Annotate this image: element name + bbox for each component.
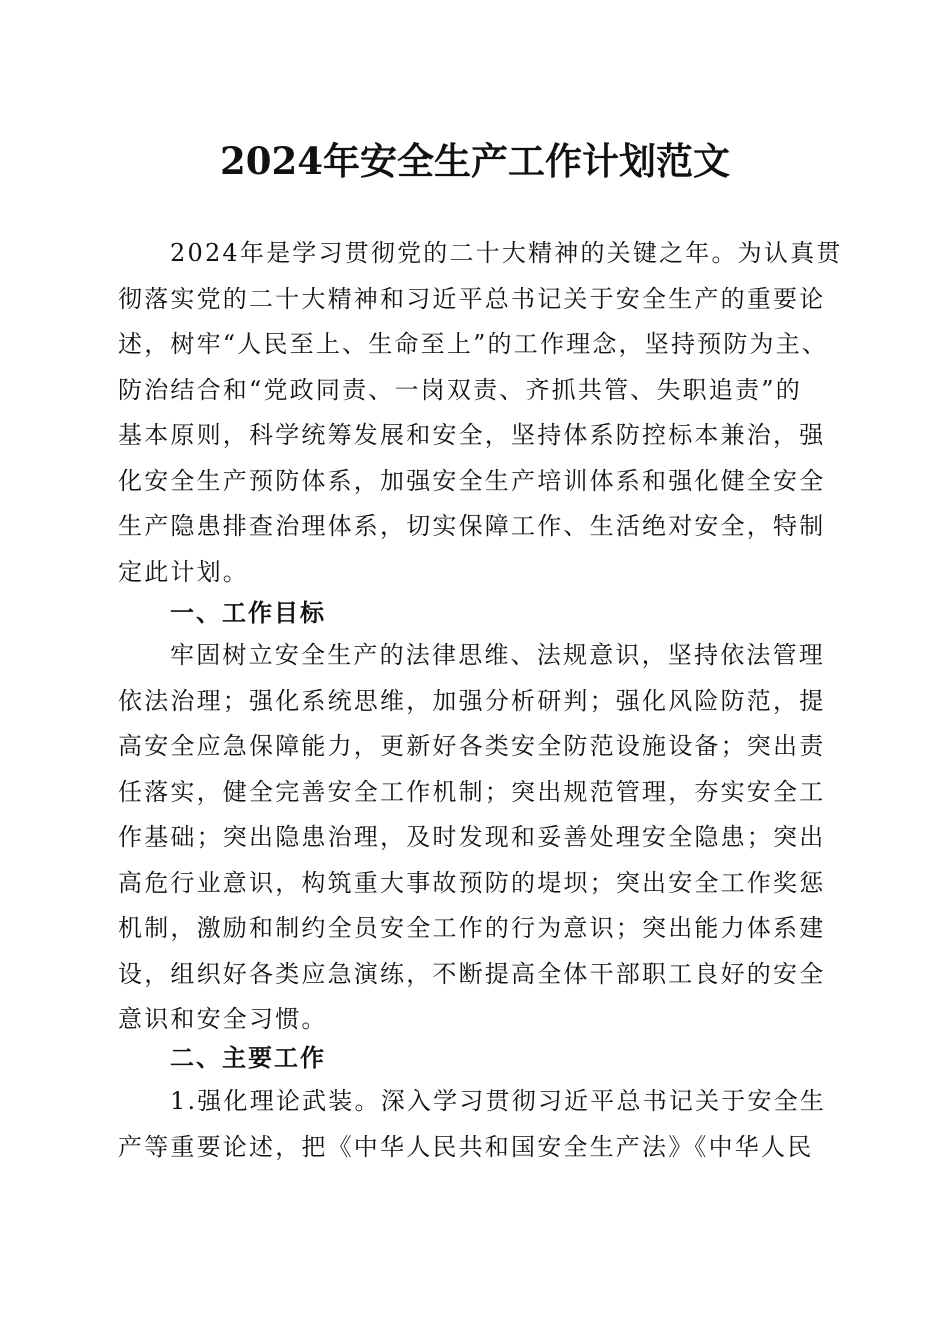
text-line: 定此计划。 <box>118 557 249 586</box>
text-line: 产等重要论述，把《中华人民共和国安全生产法》《中华人民 <box>118 1132 814 1161</box>
text-line: 任落实，健全完善安全工作机制；突出规范管理，夯实安全工 <box>118 777 826 806</box>
text-line: 依法治理；强化系统思维，加强分析研判；强化风险防范，提 <box>118 686 826 715</box>
section-heading-goals: 一、工作目标 <box>170 599 326 627</box>
text-line: 机制，激励和制约全员安全工作的行为意识；突出能力体系建 <box>118 914 826 942</box>
text-line: 生产隐患排查治理体系，切实保障工作、生活绝对安全，特制 <box>118 512 826 540</box>
text-line: 设，组织好各类应急演练，不断提高全体干部职工良好的安全 <box>118 959 826 988</box>
text-line: 牢固树立安全生产的法律思维、法规意识，坚持依法管理 <box>170 641 825 669</box>
text-line: 意识和安全习惯。 <box>118 1005 328 1033</box>
text-line: 2024年是学习贯彻党的二十大精神的关键之年。为认真贯 <box>170 239 843 267</box>
goals-paragraph <box>118 633 830 1043</box>
text-line: 彻落实党的二十大精神和习近平总书记关于安全生产的重要论 <box>118 284 826 313</box>
intro-paragraph <box>118 231 843 595</box>
document-title: 2024年安全生产工作计划范文 <box>220 139 730 183</box>
main-work-paragraph <box>118 1079 830 1170</box>
section-heading-main-work: 二、主要工作 <box>170 1044 326 1072</box>
text-line: 述，树牢“人民至上、生命至上”的工作理念，坚持预防为主、 <box>118 330 829 358</box>
text-line: 基本原则，科学统筹发展和安全，坚持体系防控标本兼治，强 <box>118 421 826 449</box>
text-line: 高安全应急保障能力，更新好各类安全防范设施设备；突出责 <box>118 732 826 760</box>
text-line: 高危行业意识，构筑重大事故预防的堤坝；突出安全工作奖惩 <box>118 868 826 897</box>
text-line: 防治结合和“党政同责、一岗双责、齐抓共管、失职追责”的 <box>118 375 802 404</box>
text-line: 作基础；突出隐患治理，及时发现和妥善处理安全隐患；突出 <box>118 823 826 851</box>
text-line: 化安全生产预防体系，加强安全生产培训体系和强化健全安全 <box>118 466 826 495</box>
text-line: 1.强化理论武装。深入学习贯彻习近平总书记关于安全生 <box>170 1087 827 1115</box>
